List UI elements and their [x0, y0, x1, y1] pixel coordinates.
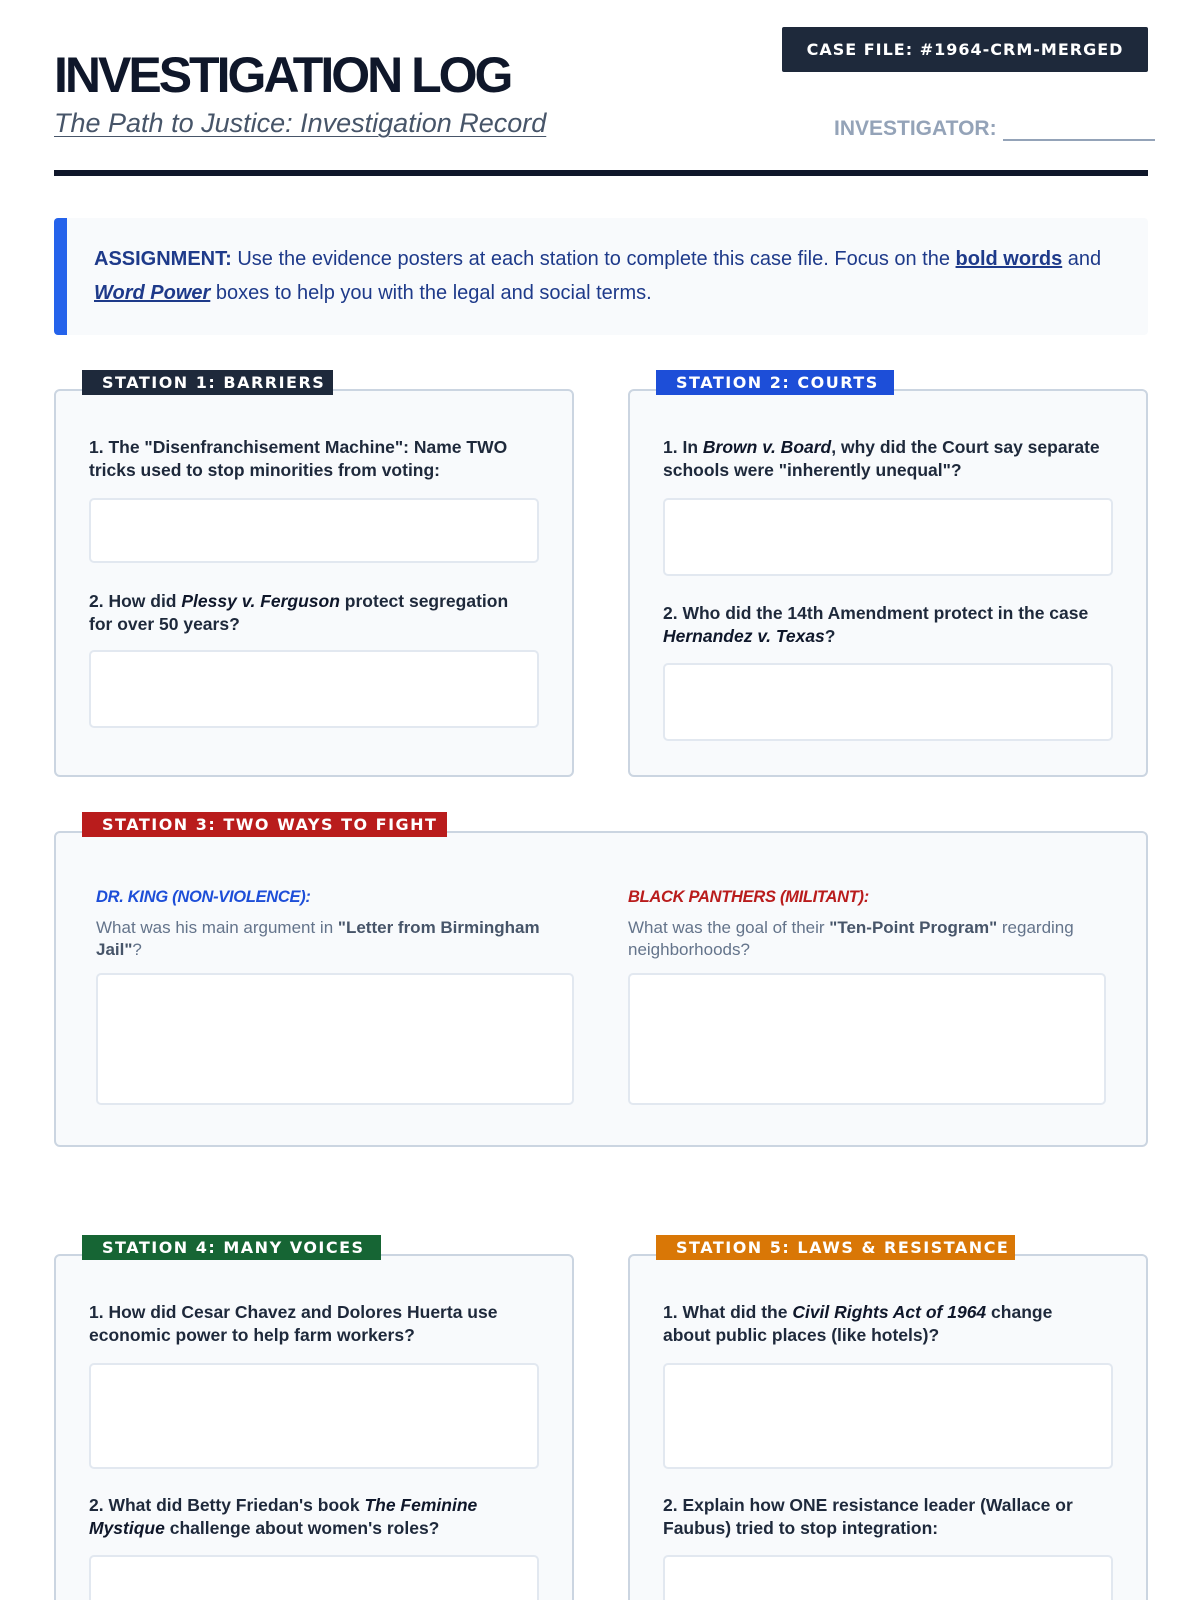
investigator-field: [834, 117, 1155, 141]
panthers-q-text-a: What was the goal of their: [628, 918, 825, 937]
s2q1-text-b: , why did the Court say separate schools were "inherently unequal"?: [663, 437, 1100, 480]
word-power-link: Word Power: [94, 282, 211, 304]
s1q2-text-b: protect segregation for over 50 years?: [89, 591, 509, 634]
bold-words-link: bold words: [955, 248, 1063, 270]
assignment-text-3: boxes to help you with the legal and social terms.: [215, 282, 652, 304]
king-letter-title: "Letter from Birmingham Jail": [96, 918, 540, 959]
station-2-question-2: [663, 602, 1103, 648]
station-4-answer-1[interactable]: [89, 1363, 539, 1469]
page-title: INVESTIGATION LOG: [54, 47, 511, 103]
investigator-label: INVESTIGATOR:: [834, 117, 997, 140]
investigator-input-line[interactable]: [1003, 121, 1155, 141]
s2q2-text-a: 2. Who did the 14th Amendment protect in the case: [663, 603, 1089, 623]
case-file-badge: CASE FILE: #1964-CRM-MERGED: [782, 27, 1148, 72]
king-q-text-a: What was his main argument in: [96, 918, 334, 937]
s5q1-act-name: Civil Rights Act of 1964: [792, 1302, 987, 1322]
station-2-tag: STATION 2: COURTS: [656, 370, 894, 395]
station-1-answer-2[interactable]: [89, 650, 539, 728]
station-3-tag: STATION 3: TWO WAYS TO FIGHT: [82, 812, 447, 837]
station-1-answer-1[interactable]: [89, 498, 539, 563]
station-2-answer-1[interactable]: [663, 498, 1113, 576]
header-divider: [54, 170, 1148, 176]
s2q1-text-a: 1. In: [663, 437, 699, 457]
station-2-question-1: [663, 436, 1103, 482]
s1q2-text-a: 2. How did: [89, 591, 177, 611]
king-question: [96, 917, 566, 961]
panthers-answer-box[interactable]: [628, 973, 1106, 1105]
s2q2-text-b: ?: [824, 626, 836, 646]
king-heading: DR. KING (NON-VIOLENCE):: [96, 888, 311, 906]
king-answer-box[interactable]: [96, 973, 574, 1105]
assignment-text-2: and: [1067, 248, 1102, 270]
station-5-question-1: [663, 1301, 1103, 1347]
station-5-tag: STATION 5: LAWS & RESISTANCE: [656, 1235, 1015, 1260]
page-subtitle: The Path to Justice: Investigation Record: [54, 108, 547, 138]
s2q1-case-name: Brown v. Board: [702, 437, 832, 457]
station-2-answer-2[interactable]: [663, 663, 1113, 741]
station-5-answer-1[interactable]: [663, 1363, 1113, 1469]
panthers-program-title: "Ten-Point Program": [829, 918, 998, 937]
assignment-text-1: Use the evidence posters at each station to complete this case file. Focus on the: [237, 248, 950, 270]
station-5-answer-2[interactable]: [663, 1555, 1113, 1600]
station-1-question-2: [89, 590, 529, 636]
station-5-question-2: 2. Explain how ONE resistance leader (Wallace or Faubus) tried to stop integration:: [663, 1495, 1073, 1538]
station-1-tag: STATION 1: BARRIERS: [82, 370, 333, 395]
panthers-q-text-c: regarding neighborhoods?: [628, 918, 1074, 959]
s5q1-text-a: 1. What did the: [663, 1302, 788, 1322]
assignment-box: [54, 218, 1148, 335]
s4q2-book-title: The Feminine Mystique: [89, 1495, 478, 1538]
s5q1-text-b: change about public places (like hotels)?: [663, 1302, 1053, 1345]
station-1-question-1: 1. The "Disenfranchisement Machine": Name TWO tricks used to stop minorities from voting:: [89, 437, 508, 480]
station-4-question-1: 1. How did Cesar Chavez and Dolores Huerta use economic power to help farm workers?: [89, 1302, 498, 1345]
king-q-text-c: ?: [132, 940, 142, 959]
s2q2-case-name: Hernandez v. Texas: [663, 626, 825, 646]
s4q2-text-a: 2. What did Betty Friedan's book: [89, 1495, 360, 1515]
assignment-label: ASSIGNMENT:: [94, 248, 232, 270]
panthers-question: [628, 917, 1098, 961]
s4q2-text-b: challenge about women's roles?: [169, 1518, 440, 1538]
station-4-answer-2[interactable]: [89, 1555, 539, 1600]
panthers-heading: BLACK PANTHERS (MILITANT):: [628, 888, 869, 906]
station-4-question-2: [89, 1494, 529, 1540]
s1q2-case-name: Plessy v. Ferguson: [181, 591, 340, 611]
station-4-tag: STATION 4: MANY VOICES: [82, 1235, 381, 1260]
